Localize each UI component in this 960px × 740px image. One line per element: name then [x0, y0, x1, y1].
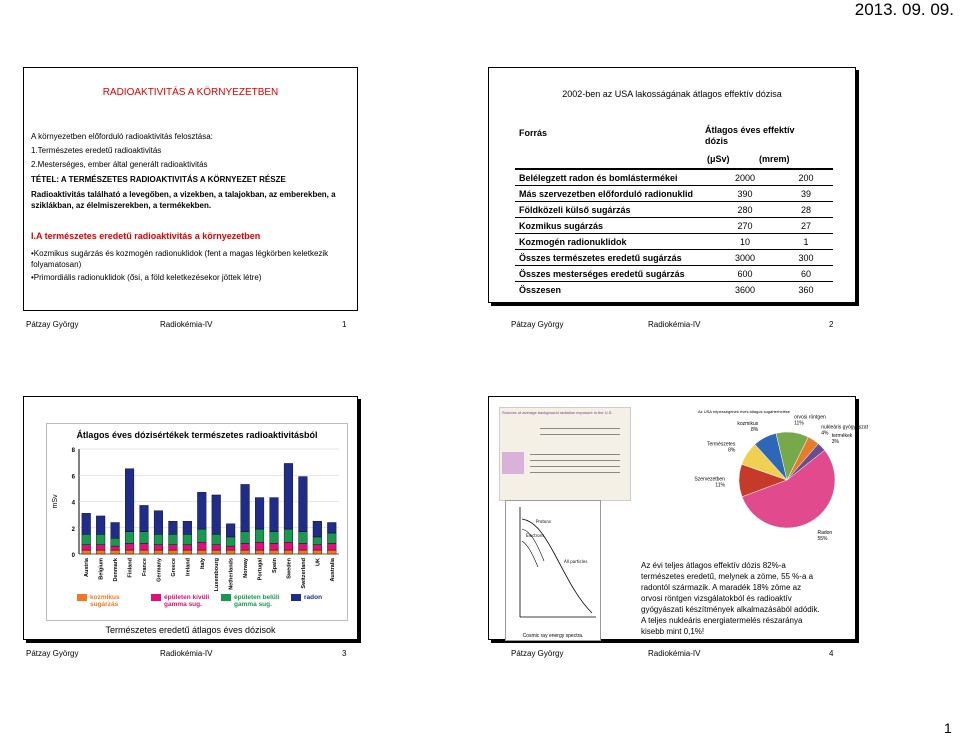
page-number: 1 — [944, 720, 952, 736]
bar-1 — [226, 546, 235, 550]
bar-2 — [284, 529, 293, 542]
legend-swatch — [151, 594, 161, 601]
slide-1-line-1: A környezetben előforduló radioaktivitás felosztása: — [31, 132, 213, 141]
row-usv: 280 — [711, 202, 779, 218]
bar-2 — [270, 532, 279, 544]
slide-1 — [23, 67, 358, 311]
bar-0 — [125, 550, 134, 554]
bar-1 — [197, 542, 206, 550]
pie-label: nukleáris gyógyászat 4% — [821, 424, 868, 437]
slide-1-title: RADIOAKTIVITÁS A KÖRNYEZETBEN — [102, 87, 279, 98]
bar-3 — [284, 463, 293, 529]
inset-cosmic-spectrum — [505, 500, 601, 641]
bar-3 — [255, 498, 264, 530]
slide-3-footer-course: Radiokémia-IV — [160, 649, 213, 658]
bar-1 — [125, 544, 134, 551]
bar-0 — [327, 550, 336, 554]
row-mrem: 360 — [779, 282, 833, 298]
x-tick-label: Sweden — [286, 558, 293, 579]
bar-3 — [96, 516, 105, 534]
bar-0 — [82, 550, 91, 554]
bar-0 — [96, 550, 105, 554]
tetel-heading: TÉTEL: A TERMÉSZETES RADIOAKTIVITÁS A KÖRNYEZET RÉSZE — [31, 175, 286, 184]
x-tick-label: Norway — [243, 558, 250, 578]
row-label: Kozmogén radionuklidok — [515, 234, 711, 250]
bar-3 — [197, 492, 206, 529]
row-usv: 600 — [711, 266, 779, 282]
x-tick-label: Australia — [329, 558, 336, 582]
legend-label: épületen belüli gamma sug. — [234, 594, 280, 608]
bar-chart-panel — [46, 423, 348, 621]
x-tick-label: Netherlands — [228, 558, 235, 590]
bar-2 — [299, 532, 308, 544]
row-usv: 270 — [711, 218, 779, 234]
row-usv: 2000 — [711, 170, 779, 186]
pie-label: termékek 3% — [831, 433, 853, 446]
bullet-2: •Primordiális radionuklidok (ősi, a föld keletkezésekor jöttek létre) — [31, 273, 262, 282]
x-tick-label: Greece — [170, 558, 177, 577]
pie-label: kozmikus 8% — [737, 421, 759, 434]
bar-3 — [169, 521, 178, 534]
bar-3 — [327, 523, 336, 534]
bar-1 — [212, 545, 221, 550]
row-mrem: 39 — [779, 186, 833, 202]
y-tick-label: 8 — [71, 448, 75, 454]
bar-1 — [241, 544, 250, 551]
row-label: Összes mesterséges eredetű sugárzás — [515, 266, 711, 282]
pie-label: orvosi röntgen 11% — [794, 414, 826, 427]
dose-table-row — [515, 234, 833, 250]
slide-4-footer-num: 4 — [829, 649, 834, 658]
bar-2 — [96, 534, 105, 545]
row-usv: 10 — [711, 234, 779, 250]
legend-label: épületen kívüli gamma sug. — [164, 594, 210, 608]
bar-2 — [169, 534, 178, 545]
slide-3-footer-num: 3 — [342, 649, 347, 658]
slide-1-footer-author: Pátzay György — [26, 320, 79, 329]
bar-2 — [154, 534, 163, 545]
bar-2 — [212, 534, 221, 545]
bar-3 — [270, 498, 279, 532]
row-label: Összes természetes eredetű sugárzás — [515, 250, 711, 266]
bar-1 — [183, 545, 192, 550]
slide-4-footer-author: Pátzay György — [511, 649, 564, 658]
bar-3 — [212, 495, 221, 534]
bar-2 — [140, 532, 149, 544]
bar-3 — [183, 521, 192, 534]
x-tick-label: Spain — [272, 558, 278, 573]
bar-2 — [226, 537, 235, 546]
bar-1 — [96, 545, 105, 550]
bar-0 — [255, 550, 264, 554]
bar-0 — [169, 550, 178, 554]
slide-2-title: 2002-ben az USA lakosságának átlagos effektív dózisa — [562, 89, 782, 99]
dose-table-row — [515, 218, 833, 234]
slide-3 — [23, 396, 358, 640]
x-tick-label: UK — [315, 558, 322, 566]
dose-table-row — [515, 202, 833, 218]
bar-0 — [140, 550, 149, 554]
bar-2 — [82, 534, 91, 545]
slide-4 — [488, 396, 868, 640]
x-tick-label: Belgium — [98, 558, 105, 580]
slide-4-text: Az évi teljes átlagos effektív dózis 82%-a természetes eredetű, melynek a zöme, 55 %-a a radontól származik. A maradék 18% zöme az orvosi röntgen vizsgálatokból és radioaktív gyógyászati készítmények alkalmazásából adódik. A teljes nukleáris energiatermelés részaránya kisebb mint 0,1%! — [641, 561, 820, 636]
x-tick-label: Luxembourg — [214, 558, 221, 592]
bar-1 — [299, 544, 308, 551]
slide-1-line-2: 1.Természetes eredetű radioaktivitás — [31, 146, 162, 155]
bar-0 — [284, 550, 293, 554]
bar-1 — [82, 545, 91, 550]
slide-1-line-3: 2.Mesterséges, ember által generált radioaktivitás — [31, 160, 208, 169]
bar-0 — [313, 550, 322, 554]
bar-1 — [154, 545, 163, 550]
bar-0 — [111, 550, 120, 554]
inset-2-caption: Cosmic ray energy spectra. — [522, 633, 584, 639]
row-label: Földközeli külső sugárzás — [515, 202, 711, 218]
slide-2-footer-num: 2 — [829, 320, 834, 329]
y-tick-label: 4 — [71, 500, 75, 507]
bar-1 — [284, 542, 293, 550]
legend-label: radon — [304, 594, 323, 601]
dose-table — [515, 169, 833, 297]
pie-label: Szervezetben 11% — [694, 476, 726, 489]
table-header-usv: (μSv) — [707, 154, 730, 164]
slide-1-footer-num: 1 — [342, 320, 347, 329]
bar-1 — [169, 545, 178, 550]
cosmic-spectrum-plot — [506, 501, 600, 629]
y-tick-label: 0 — [71, 553, 75, 559]
bar-chart — [47, 424, 347, 620]
y-tick-label: 2 — [71, 526, 75, 533]
bar-1 — [140, 544, 149, 551]
row-mrem: 1 — [779, 234, 833, 250]
legend-swatch — [221, 594, 231, 601]
page-date: 2013. 09. 09. — [854, 0, 954, 19]
pie-title: Az USA népességének éves átlagos sugárterhelése — [697, 409, 791, 414]
bullet-1: •Kozmikus sugárzás és kozmogén radionuklidok (fent a magas légkörben keletkezik folyamatosan) — [31, 249, 329, 269]
bar-3 — [82, 513, 91, 534]
bar-2 — [241, 532, 250, 544]
x-tick-label: Italy — [199, 558, 206, 570]
bar-3 — [313, 521, 322, 537]
y-tick-label: 6 — [71, 474, 75, 481]
row-mrem: 300 — [779, 250, 833, 266]
row-mrem: 27 — [779, 218, 833, 234]
bar-2 — [313, 537, 322, 545]
row-label: Összesen — [515, 282, 711, 298]
table-header-source: Forrás — [519, 128, 548, 138]
bar-0 — [270, 550, 279, 554]
inset-sources-table — [499, 407, 631, 501]
row-mrem: 28 — [779, 202, 833, 218]
x-tick-label: Finland — [127, 558, 134, 578]
bar-2 — [255, 529, 264, 542]
row-label: Más szervezetben előforduló radionuklid — [515, 186, 711, 202]
bar-3 — [299, 477, 308, 532]
slide-2-footer-author: Pátzay György — [511, 320, 564, 329]
row-mrem: 200 — [779, 170, 833, 186]
slide-2 — [488, 67, 856, 303]
dose-table-row — [515, 282, 833, 298]
legend-swatch — [77, 594, 87, 601]
x-tick-label: Austria — [84, 558, 91, 577]
chart-title: Átlagos éves dózisértékek természetes radioaktivitásból — [76, 430, 318, 440]
row-label: Belélegzett radon és bomlástermékei — [515, 170, 711, 186]
x-tick-label: Portugal — [257, 558, 264, 581]
label-protons: Protons — [536, 519, 551, 524]
tetel-body: Radioaktivitás található a levegőben, a vizekben, a talajokban, az emberekben, a sziklákban, az élelmiszerekben, a termékekben. — [31, 190, 336, 210]
bar-3 — [111, 523, 120, 539]
x-tick-label: Ireland — [185, 558, 192, 577]
slide-4-footer-course: Radiokémia-IV — [648, 649, 701, 658]
table-header-dose: Átlagos éves effektív dózis — [705, 125, 795, 146]
pie-chart-panel — [637, 405, 868, 557]
x-tick-label: Denmark — [113, 558, 120, 582]
x-tick-label: Switzerland — [300, 558, 307, 589]
slide-3-footer-author: Pátzay György — [26, 649, 79, 658]
bar-1 — [270, 544, 279, 551]
bar-1 — [255, 542, 264, 550]
row-usv: 390 — [711, 186, 779, 202]
row-usv: 3600 — [711, 282, 779, 298]
bar-0 — [212, 550, 221, 554]
y-axis-label: mSv — [52, 494, 59, 509]
row-label: Kozmikus sugárzás — [515, 218, 711, 234]
bar-2 — [111, 538, 120, 546]
bar-2 — [197, 529, 206, 542]
bar-0 — [154, 550, 163, 554]
bar-3 — [226, 524, 235, 537]
bar-0 — [226, 550, 235, 554]
dose-table-row — [515, 186, 833, 202]
label-electrons: Electrons — [526, 533, 545, 538]
bar-2 — [125, 532, 134, 544]
x-tick-label: Germany — [156, 558, 163, 582]
dose-table-row — [515, 266, 833, 282]
row-usv: 3000 — [711, 250, 779, 266]
bar-2 — [327, 533, 336, 544]
table-header-mrem: (mrem) — [759, 154, 790, 164]
label-all-particles: All particles — [564, 559, 588, 564]
pie-label: Radon 55% — [817, 529, 833, 542]
bar-3 — [125, 469, 134, 532]
slide-3-caption: Természetes eredetű átlagos éves dózisok — [105, 625, 276, 635]
bar-3 — [140, 505, 149, 531]
slide-1-footer-course: Radiokémia-IV — [160, 320, 213, 329]
row-mrem: 60 — [779, 266, 833, 282]
bar-0 — [299, 550, 308, 554]
legend-swatch — [291, 594, 301, 601]
bar-1 — [313, 545, 322, 550]
pie-chart — [637, 414, 868, 554]
pie-label: Természetes 8% — [706, 441, 736, 454]
inset-1-title: Sources of average background radiation exposure in the U.S. — [502, 410, 613, 415]
inset-1-image — [502, 452, 524, 474]
bar-3 — [154, 511, 163, 535]
slide-2-footer-course: Radiokémia-IV — [648, 320, 701, 329]
bar-1 — [111, 546, 120, 550]
section-heading: I.A természetes eredetű radioaktivitás a környezetben — [31, 231, 261, 241]
dose-table-row — [515, 250, 833, 266]
dose-table-row — [515, 170, 833, 186]
bar-1 — [327, 544, 336, 551]
x-tick-label: France — [142, 558, 148, 577]
bar-0 — [197, 550, 206, 554]
bar-3 — [241, 484, 250, 531]
legend-label: kozmikus sugárzás — [90, 594, 120, 608]
bar-0 — [241, 550, 250, 554]
bar-2 — [183, 534, 192, 545]
bar-0 — [183, 550, 192, 554]
